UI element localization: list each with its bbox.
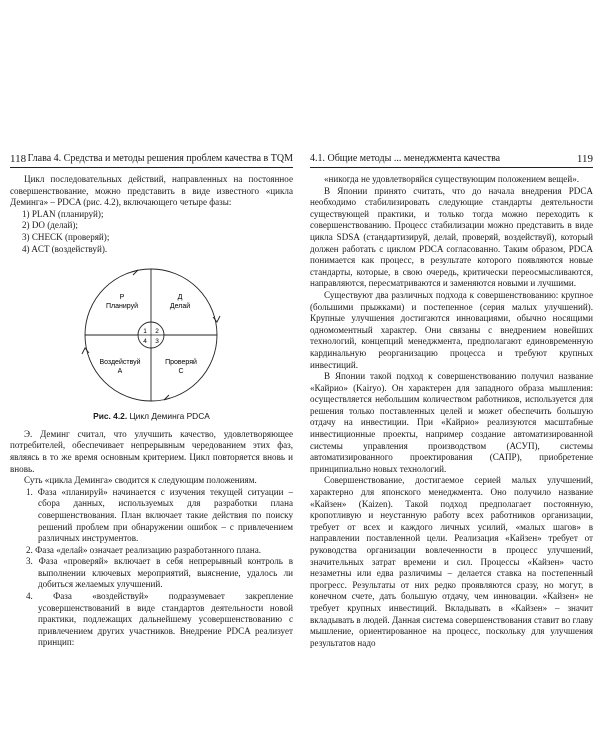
caption-text: Цикл Деминга PDCA bbox=[129, 411, 210, 422]
body-paragraph: В Японии такой подход к совершенствованию получил название «Кайрио» (Kairyo). Он характерен для западного образа мышления: осуществляется небольшим количеством работников, используется для решения только поставленных целей и может обеспечить большую отдачу на инвестиции. При «Кайрио» реализуются масштабные инвестиционные проекты, например создание автоматизированной системы управления производством (АСУП), системы автоматизированного проектирования (САПР), приобретение принципиально новых технологий. bbox=[310, 371, 593, 474]
caption-label: Рис. 4.2. bbox=[93, 411, 128, 422]
figure-caption bbox=[10, 411, 293, 423]
phase-item: 2) DO (делай); bbox=[22, 220, 78, 231]
principle-item: 2. Фаза «делай» означает реализацию разработанного плана. bbox=[26, 544, 262, 555]
left-page-header bbox=[10, 153, 293, 168]
pdca-diagram-svg bbox=[10, 259, 293, 409]
quadrant-check-letter: C bbox=[178, 368, 184, 376]
body-paragraph: В Японии принято считать, что до начала внедрения PDCA необходимо стабилизировать следующие стандарты деятельности существующей практики, и только тогда можно переходить к совершенствованию. Процесс стабилизации можно представить в виде цикла SDSA (стандартизируй, делай, проверяй, воздействуй), который должен работать с циклом PDCA согласованно. Таким образом, PDCA понимается как процесс, в результате которого появляются новые стандарты, которые, в свою очередь, критически переосмысливаются, направляются, пересматриваются и заменяются новыми и лучшими. bbox=[310, 185, 593, 289]
right-page bbox=[310, 153, 593, 649]
left-page bbox=[10, 153, 293, 649]
inner-number-1: 1 bbox=[143, 328, 147, 336]
principle-item: 4. Фаза «воздействуй» подразумевает закрепление усовершенствований в виде стандартов деятельности новой практики, подлежащих дальнейшему усовершенствованию с привлечением других участников. Внедрение PDCA реализует принцип: bbox=[26, 591, 293, 648]
essence-paragraph: Суть «цикла Деминга» сводится к следующим положениям. bbox=[24, 475, 257, 486]
phase-item: 3) CHECK (проверяй); bbox=[22, 231, 110, 242]
arrow-top-left bbox=[132, 270, 138, 275]
principles-list bbox=[10, 487, 293, 649]
pdca-diagram bbox=[10, 259, 293, 409]
right-page-body bbox=[310, 174, 593, 649]
inner-number-2: 2 bbox=[155, 328, 159, 336]
left-running-head: Глава 4. Средства и методы решения проблем качества в TQM bbox=[27, 153, 293, 164]
quadrant-plan-letter: P bbox=[119, 294, 125, 302]
inner-number-3: 3 bbox=[155, 338, 159, 346]
deming-paragraph: Э. Деминг считал, что улучшить качество, удовлетворяющее потребителей, обеспечивает непрерывным чередованием этих фаз, являясь в то же время основным критерием. Цикл повторяется вновь и вновь. bbox=[10, 428, 293, 474]
quote-continuation: «никогда не удовлетворяйся существующим положением вещей». bbox=[324, 174, 580, 184]
left-page-number: 118 bbox=[10, 153, 27, 165]
quadrant-act-word: Воздействуй bbox=[99, 359, 141, 367]
right-page-number: 119 bbox=[576, 153, 593, 165]
quadrant-do-word: Делай bbox=[169, 303, 191, 311]
principle-item: 3. Фаза «проверяй» включает в себя непрерывный контроль в выполнении ключевых мероприятий, выяснение, удалось ли добиться желаемых улучшений. bbox=[26, 556, 293, 590]
inner-number-4: 4 bbox=[143, 338, 147, 346]
left-page-body bbox=[10, 174, 293, 649]
quadrant-plan-word: Планируй bbox=[105, 303, 139, 311]
phase-item: 4) ACT (воздействуй). bbox=[22, 243, 108, 254]
body-paragraph: Совершенствование, достигаемое серией малых улучшений, характерно для японского менеджмента. Оно получило название «Кайзен» (Kaizen). Такой подход предполагает постоянную, кропотливую и неустанную работу всех работников организации, требует от всех и каждого личных усилий, «малых шагов» в направлении поставленной цели. Реализация «Кайзен» требует от руководства организации вовлеченности в процесс улучшений, значительных затрат времени и сил. Процессы «Кайзен» часто незаметны или едва различимы – делается ставка на постепенный прогресс. Результаты от них редко проявляются сразу, но могут, в конечном счете, дать большую отдачу, чем инновации. «Кайзен» не требует крупных инвестиций. Вкладывать в «Кайзен» – значит вкладывать в людей. Данная система совершенствования ставит во главу мышление, ориентированное на процесс, поскольку для улучшения результатов надо bbox=[310, 475, 593, 648]
quadrant-do-letter: Д bbox=[177, 294, 183, 302]
phase-list bbox=[10, 209, 293, 255]
intro-paragraph: Цикл последовательных действий, направленных на постоянное совершенствование, можно представить в виде известного «цикла Деминга» – PDCA (рис. 4.2), включающего четыре фазы: bbox=[10, 174, 293, 208]
right-running-head: 4.1. Общие методы ... менеджмента качества bbox=[310, 153, 501, 164]
principle-item: 1. Фаза «планируй» начинается с изучения текущей ситуации – сбора данных, используемых для разработки плана совершенствования. План включает такие действия по поиску решений проблем при обнаружении ошибок – с привлечением различных инструментов. bbox=[26, 486, 293, 544]
phase-item: 1) PLAN (планируй); bbox=[22, 208, 104, 219]
body-paragraph: Существуют два различных подхода к совершенствованию: крупное (большими прыжками) и постепенное (серия малых улучшений). Крупные улучшения достигаются инновациями, обычно носящими одномоментный характер. Они связаны с внедрением новейших технологий, концепций менеджмента, предполагают единовременную кардинальную реорганизацию процесса и требуют крупных инвестиций. bbox=[310, 289, 593, 370]
quadrant-act-letter: A bbox=[117, 368, 123, 376]
quadrant-check-word: Проверяй bbox=[165, 359, 197, 367]
arrow-bottom-right bbox=[164, 395, 170, 400]
right-page-header bbox=[310, 153, 593, 168]
